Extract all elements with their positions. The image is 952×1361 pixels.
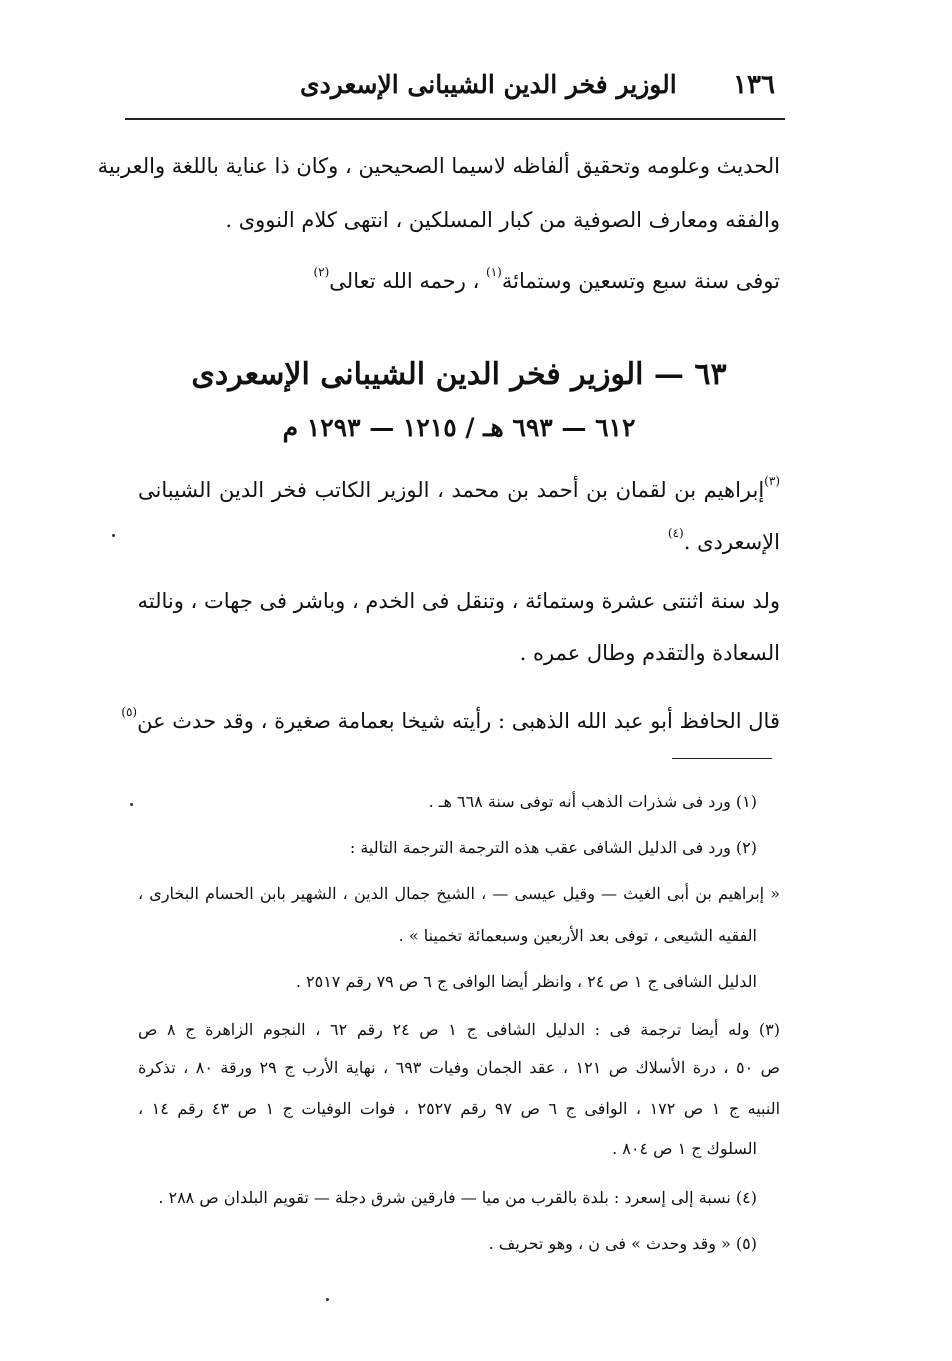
scan-speck (112, 534, 115, 537)
footnote-separator (672, 758, 772, 759)
quote-line (121, 705, 780, 734)
footnote-ref-4: (٤) (667, 526, 684, 540)
page-header (125, 62, 785, 120)
footnote-ref-5: (٥) (121, 705, 138, 719)
footnote-3-line-2: ص ٥٠ ، درة الأسلاك ص ١٢١ ، عقد الجمان وفيات ٦٩٣ ، نهاية الأرب ج ٢٩ ورقة ٨٠ ، تذكرة (138, 1058, 781, 1077)
quote-text: قال الحافظ أبو عبد الله الذهبى : رأيته شيخا بعمامة صغيرة ، وقد حدث عن (137, 709, 780, 733)
footnote-2-source: الدليل الشافى ج ١ ص ٢٤ ، وانظر أيضا الوافى ج ٦ ص ٧٩ رقم ٢٥١٧ . (295, 972, 757, 991)
running-title: الوزير فخر الدين الشيبانى الإسعردى (300, 70, 677, 99)
intro-line-2: والفقه ومعارف الصوفية من كبار المسلكين ، انتهى كلام النووى . (225, 208, 780, 232)
name-line-2 (668, 526, 780, 555)
footnote-2: (٢) ورد فى الدليل الشافى عقب هذه الترجمة الترجمة التالية : (349, 838, 757, 857)
page-number: ١٣٦ (733, 70, 775, 100)
death-text: توفى سنة سبع وتسعين وستمائة (501, 269, 780, 293)
name-line-1 (138, 474, 780, 503)
footnote-4: (٤) نسبة إلى إسعرد : بلدة بالقرب من ميا — فارقين شرق دجلة — تقويم البلدان ص ٢٨٨ . (158, 1188, 757, 1207)
footnote-ref-2: (٢) (313, 265, 330, 279)
footnote-3-line-1: (٣) وله أيضا ترجمة فى : الدليل الشافى ج ١ ص ٢٤ رقم ٦٢ ، النجوم الزاهرة ج ٨ ص (138, 1020, 781, 1039)
footnote-3-line-4: السلوك ج ١ ص ٨٠٤ . (612, 1139, 757, 1158)
entry-dates: ٦١٢ — ٦٩٣ هـ / ١٢١٥ — ١٢٩٣ م (282, 413, 636, 442)
death-line (313, 265, 780, 294)
scan-speck (326, 1298, 329, 1301)
death-text-2: ، رحمه الله تعالى (329, 269, 487, 293)
footnote-5: (٥) « وقد وحدث » فى ن ، وهو تحريف . (488, 1234, 757, 1253)
entry-heading: ٦٣ — الوزير فخر الدين الشيبانى الإسعردى (191, 357, 727, 392)
scan-speck (130, 803, 133, 806)
bio-line-1: ولد سنة اثنتى عشرة وستمائة ، وتنقل فى الخدم ، وباشر فى جهات ، ونالته (137, 589, 780, 613)
footnote-2-quote-2: الفقيه الشيعى ، توفى بعد الأربعين وسبعمائة تخمينا » . (398, 926, 757, 945)
footnote-1: (١) ورد فى شذرات الذهب أنه توفى سنة ٦٦٨ هـ . (428, 792, 757, 811)
name-text-2: الإسعردى . (683, 530, 780, 554)
footnote-3-line-3: النبيه ج ١ ص ١٧٢ ، الوافى ج ٦ ص ٩٧ رقم ٢٥٢٧ ، فوات الوفيات ج ١ ص ٤٣ رقم ١٤ ، (138, 1099, 781, 1118)
footnote-ref-1: (١) (486, 265, 502, 279)
intro-line-1: الحديث وعلومه وتحقيق ألفاظه لاسيما الصحيحين ، وكان ذا عناية باللغة والعربية (97, 154, 780, 178)
footnote-2-quote-1: « إبراهيم بن أبى الغيث — وقيل عيسى — ، الشيخ جمال الدين ، الشهير بابن الحسام البخارى ، (138, 884, 780, 903)
name-text-1: إبراهيم بن لقمان بن أحمد بن محمد ، الوزير الكاتب فخر الدين الشيبانى (138, 478, 765, 502)
bio-line-2: السعادة والتقدم وطال عمره . (519, 641, 780, 665)
footnote-ref-3: (٣) (764, 474, 780, 488)
